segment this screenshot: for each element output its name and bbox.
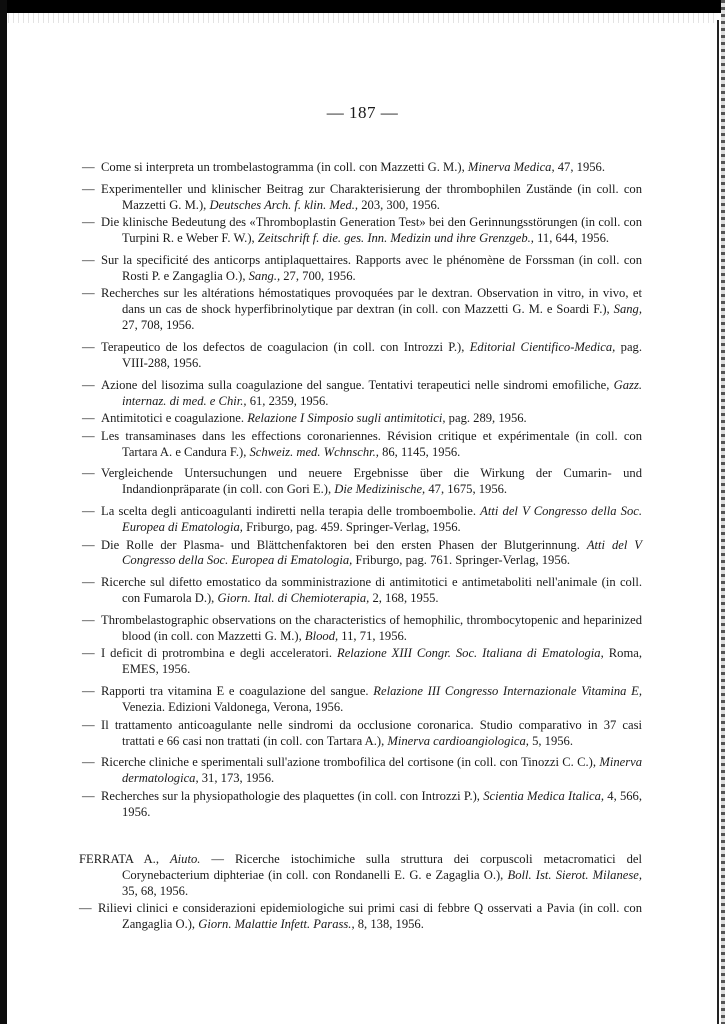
bibliography-entry (82, 378, 642, 410)
citation-details: pag. 289, 1956. (445, 411, 527, 426)
citation-details: 203, 300, 1956. (358, 197, 440, 212)
entry-text: — Ricerche istochimiche sulla struttura dei corpuscoli metacromatici del Corynebacterium diphteriae (in coll. con Rondanelli E. G. e Zagaglia O.), (122, 852, 642, 882)
bibliography-entry (82, 755, 642, 787)
entry-text: Azione del lisozima sulla coagulazione del sangue. Tentativi terapeutici nelle sindromi emofiliche, (101, 377, 614, 392)
journal-title: Boll. Ist. Sierot. Milanese, (507, 867, 642, 882)
entry-text: Rilievi clinici e considerazioni epidemiologiche sui primi casi di febbre Q osservati a Pavia (in coll. con Zangaglia O.), (98, 901, 642, 932)
bibliography-list (82, 160, 642, 822)
bibliography-entry (82, 182, 642, 214)
entry-text: Come si interpreta un trombelastogramma (in coll. con Mazzetti G. M.), (101, 160, 468, 174)
citation-details: Venezia. Edizioni Valdonega, Verona, 1956. (122, 700, 344, 715)
journal-title: Giorn. Malattie Infett. Parass., (198, 917, 355, 932)
entry-text: Ricerche sul difetto emostatico da somministrazione di antimitotici e antimetaboliti nell'animale (in coll. con Fumarola D.), (101, 575, 642, 606)
entry-text: La scelta degli anticoagulanti indiretti nella terapia delle tromboembolie. (101, 504, 481, 519)
entry-dash: — (82, 340, 95, 355)
citation-details: 27, 708, 1956. (122, 318, 195, 333)
bibliography-entry (82, 286, 642, 334)
bibliography-entry (82, 684, 642, 716)
journal-title: Minerva cardioangiologica, (387, 733, 529, 748)
entry-dash: — (82, 646, 95, 661)
citation-details: 11, 71, 1956. (338, 629, 407, 644)
entry-dash: — (82, 411, 95, 426)
bibliography-entry (82, 411, 642, 427)
page-number: — 187 — (326, 103, 399, 122)
entry-text: I deficit di protrombina e degli acceleratori. (101, 646, 337, 661)
bibliography-entry (82, 575, 642, 607)
citation-details: 86, 1145, 1956. (378, 444, 461, 459)
journal-title: Minerva dermatologica, (122, 755, 642, 786)
citation-details: 2, 168, 1955. (369, 591, 439, 606)
entry-dash: — (82, 613, 95, 628)
entry-text: Experimenteller und klinischer Beitrag zur Charakterisierung der thrombophilen Zustände (in coll. con Mazzetti G. M.), (101, 181, 642, 212)
bibliography-entry (82, 646, 642, 678)
journal-title: Gazz. internaz. di med. e Chir., (122, 377, 642, 408)
journal-title: Blood, (304, 629, 339, 644)
entry-dash: — (82, 160, 95, 174)
citation-details: 27, 700, 1956. (280, 268, 356, 283)
bibliography-entry (82, 718, 642, 750)
scan-border-left (0, 0, 7, 1024)
journal-title: Die Medizinische, (334, 482, 426, 497)
citation-details: Roma, EMES, 1956. (122, 646, 642, 677)
entry-dash: — (82, 717, 95, 732)
author-name: FERRATA A., (79, 852, 170, 866)
journal-title: Editorial Cientifico-Medica, (469, 340, 616, 355)
entry-text: Antimitotici e coagulazione. (101, 411, 248, 426)
bibliography-entry (82, 160, 642, 176)
journal-title: Atti del V Congresso della Soc. Europea di Ematologia, (122, 504, 642, 535)
entry-text: Rapporti tra vitamina E e coagulazione del sangue. (101, 684, 374, 699)
bibliography-entry (82, 466, 642, 498)
entry-dash: — (82, 788, 95, 803)
bibliography-entry (79, 852, 642, 900)
entry-text: Sur la specificité des anticorps antiplaquettaires. Rapports avec le phénomène de Forssman (in coll. con Rosti P. e Zangaglia O.), (101, 253, 642, 283)
citation-details: 4, 566, 1956. (122, 788, 643, 819)
journal-title: Atti del V Congresso della Soc. Europea di Ematologia, (122, 537, 642, 568)
entry-dash: — (82, 181, 95, 196)
citation-details: Friburgo, pag. 761. Springer-Verlag, 1956. (352, 553, 571, 568)
bibliography-entry (82, 340, 642, 372)
citation-details: 47, 1956. (554, 160, 605, 174)
entry-dash: — (82, 755, 95, 770)
ferrata-section (79, 852, 642, 935)
citation-details: 47, 1675, 1956. (425, 482, 508, 497)
journal-title: Scientia Medica Italica, (483, 788, 605, 803)
bibliography-entry (82, 789, 642, 821)
journal-title: Relazione I Simposio sugli antimitotici, (247, 411, 446, 426)
entry-text: Thrombelastographic observations on the characteristics of hemophilic, thrombocytopenic and heparinized blood (in coll. con Mazzetti G. M.), (101, 613, 642, 644)
journal-title: Zeitschrift f. die. ges. Inn. Medizin und ihre Grenzgeb., (257, 231, 534, 246)
bibliography-entry (79, 901, 642, 933)
entry-dash: — (82, 286, 95, 301)
entry-dash: — (82, 684, 95, 699)
scan-noise (8, 13, 718, 23)
entry-text: Vergleichende Untersuchungen und neuere Ergebnisse über die Wirkung der Cumarin- und Indandionpräparate (in coll. con Gori E.), (101, 466, 642, 497)
journal-title: Deutsches Arch. f. klin. Med., (209, 197, 359, 212)
entry-dash: — (82, 215, 95, 230)
journal-title: Relazione III Congresso Internazionale Vitamina E, (373, 684, 642, 699)
citation-details: 35, 68, 1956. (122, 883, 189, 898)
entry-text: Recherches sur les altérations hémostatiques provoquées par le dextran. Observation in vitro, in vivo, et dans un cas de shock hyperfibrinolytique par dextran (in coll. con Mazzetti G. M. e Soardi F.), (101, 286, 642, 317)
entry-text: Ricerche cliniche e sperimentali sull'azione trombofilica del cortisone (in coll. con Tinozzi C. C.), (101, 755, 600, 770)
citation-details: 31, 173, 1956. (198, 771, 275, 786)
bibliography-entry (82, 215, 642, 247)
bibliography-entry (82, 538, 642, 570)
scan-edge-right (721, 0, 725, 1024)
entry-dash: — (82, 504, 95, 519)
journal-title: Sang., (248, 268, 281, 283)
citation-details: 11, 644, 1956. (533, 231, 610, 246)
bibliography-entry (82, 429, 642, 461)
citation-details: 5, 1956. (528, 733, 573, 748)
entry-text: Die Rolle der Plasma- und Blättchenfaktoren bei den ersten Phasen der Blutgerinnung. (101, 537, 587, 552)
scan-border-top (0, 0, 725, 13)
journal-title: Sang, (613, 302, 642, 317)
entry-dash: — (79, 901, 92, 916)
citation-details: 8, 138, 1956. (354, 917, 424, 932)
entry-dash: — (82, 253, 95, 268)
entry-text: Die klinische Bedeutung des «Thromboplastin Generation Test» bei den Gerinnungsstörungen (in coll. con Turpini R. e Weber F. W.), (101, 215, 642, 246)
journal-title: Giorn. Ital. di Chemioterapia, (217, 591, 370, 606)
bibliography-entry (82, 504, 642, 536)
scan-border-right (717, 20, 719, 1024)
entry-dash: — (82, 428, 95, 443)
entry-text: Les transaminases dans les effections coronariennes. Révision critique et expérimentale (in coll. con Tartara A. e Candura F.), (101, 428, 642, 459)
journal-title: Schweiz. med. Wchnschr., (249, 444, 379, 459)
entry-dash: — (82, 575, 95, 590)
entry-text: Recherches sur la physiopathologie des plaquettes (in coll. con Introzzi P.), (101, 788, 484, 803)
entry-dash: — (82, 466, 95, 481)
citation-details: pag. VIII-288, 1956. (122, 340, 642, 370)
entry-dash: — (82, 377, 95, 392)
citation-details: 61, 2359, 1956. (246, 393, 329, 408)
entry-text: Il trattamento anticoagulante nelle sindromi da occlusione coronarica. Studio comparativo in 37 casi trattati e 66 casi non trattati (in coll. con Tartara A.), (101, 717, 642, 748)
entry-text: Terapeutico de los defectos de coagulacion (in coll. con Introzzi P.), (101, 340, 470, 355)
journal-title: Minerva Medica, (467, 160, 555, 174)
citation-details: Friburgo, pag. 459. Springer-Verlag, 1956. (242, 520, 461, 535)
entry-dash: — (82, 537, 95, 552)
journal-title: Relazione XIII Congr. Soc. Italiana di Ematologia, (337, 646, 604, 661)
bibliography-entry (82, 613, 642, 645)
bibliography-entry (82, 253, 642, 285)
author-role: Aiuto. (169, 852, 201, 866)
